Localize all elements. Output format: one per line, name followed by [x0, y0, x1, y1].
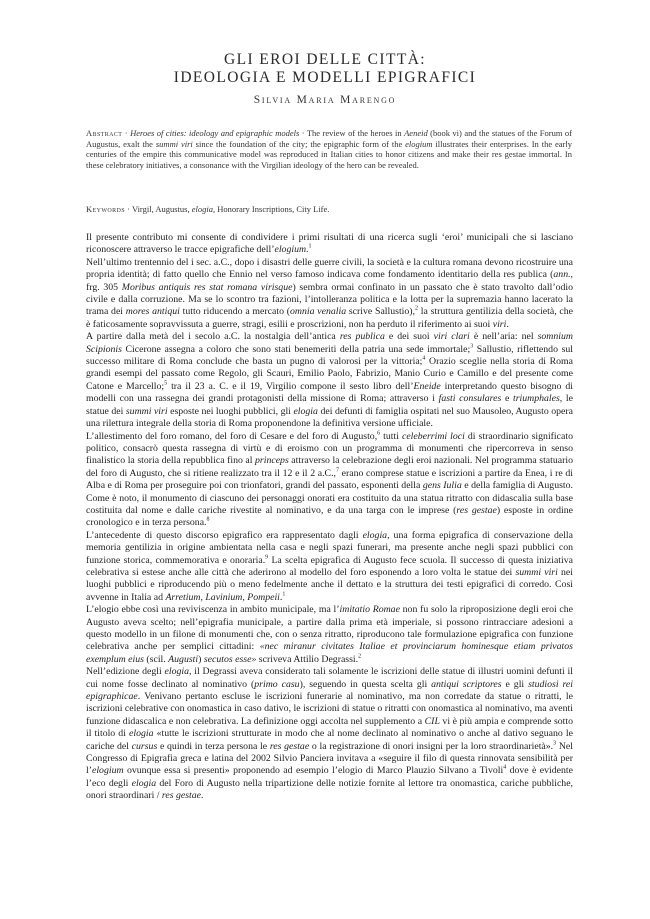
footnote-ref[interactable]: 2 — [358, 653, 362, 660]
paragraph-4: L’allestimento del foro romano, del foro di Cesare e del foro di Augusto,$^6$ tutti celeberrimi loci di straordinario significato politico, consacrò questa rassegna di virtù e di eroismo con un programma di monumenti che ripercorreva in senso finalistico la storia della repubblica fino al princeps attraverso la celebrazione degli eroi nazionali. Nel programma statuario del foro di Augusto, che si ritiene realizzato tra il 12 e il 2 a.C.,$^7$ erano comprese statue e iscrizioni a partire da Enea, i re di Alba e di Roma per proseguire poi con trionfatori, grandi del passato, esponenti della gens Iulia e della famiglia di Augusto. Come è noto, il monumento di ciascuno dei personaggi onorati era costituito da una statua ritratto con didascalia sulla base costituita dal nome e dalle cariche rivestite al nominativo, e da una targa con le imprese (res gestae) esposte in ordine cronologico e in terza persona.$^8$ — [86, 430, 573, 529]
abstract-label: Abstract — [86, 128, 123, 138]
title-line-2: IDEOLOGIA E MODELLI EPIGRAFICI — [173, 69, 477, 86]
footnote-ref[interactable]: 1 — [308, 244, 312, 251]
paragraph-5: L’antecedente di questo discorso epigrafico era rappresentato dagli elogia, una forma epigrafica di conservazione della memoria gentilizia in origine ambientata nella casa e negli spazi funerari, ma presente anche negli spazi pubblici con funzione storica, commemorativa e onoraria.$^9$ La scelta epigrafica di Augusto fece scuola. Il successo di questa iniziativa celebrativa si estese anche alle città che aderirono al modello del foro esponendo a loro volta le statue dei summi viri nei luoghi pubblici e riproducendo più o meno fedelmente anche il dettato e la struttura dei testi epigrafici di corredo. Così avvenne in Italia ad Arretium, Lavinium, Pompeii.$^1$ — [86, 529, 574, 603]
footnote-ref[interactable]: 9 — [265, 554, 269, 561]
keywords-label: Keywords — [86, 204, 126, 214]
footnote-ref[interactable]: 5 — [164, 380, 168, 387]
title-line-1: GLI EROI DELLE CITTÀ: — [223, 51, 426, 68]
paragraph-2: Nell’ultimo trentennio del i sec. a.C., dopo i disastri delle guerre civili, la società e la cultura romana devono ricostruire una propria identità; di fatto quello che Ennio nel verso famoso indicava come fondamento identitario della res publica (ann., frg. 305 Moribus antiquis res stat romana virisque) sembra ormai confinato in un passato che è stato travolto dall’odio civile e dalla corruzione. Ma se lo scontro tra fazioni, l’intolleranza politica e la lotta per la supremazia hanno lacerato la trama dei mores antiqui tutto riducendo a mercato (omnia venalia scrive Sallustio),$^2$ la struttura gentilizia della società, che è faticosamente sopravvissuta a guerre, stragi, esilii e proscrizioni, non ha perduto il riferimento ai suoi viri. — [86, 256, 574, 330]
abstract: Abstract · Heroes of cities: ideology and epigraphic models · The review of the heroes in Aeneid (book vi) and the statues of the Forum of Augustus, exalt the summi viri since the foundation of the city; the epigraphic form of the elogium illustrates their enterprises. In the early centuries of the empire this communicative model was reproduced in Italian cities to honor citizens and make their res gestae immortal. In these celebratory initiatives, a consonance with the Virgilian ideology of the hero can be revealed. — [86, 128, 572, 170]
footnote-ref[interactable]: 4 — [503, 765, 507, 772]
footnote-ref[interactable]: 6 — [377, 430, 381, 437]
article-body — [86, 232, 573, 803]
paragraph-7: Nell’edizione degli elogia, il Degrassi aveva considerato tali solamente le iscrizioni delle statue di illustri uomini defunti il cui nome fosse declinato al nominativo (primo casu), seguendo in questa scelta gli antiqui scriptores e gli studiosi rei epigraphicae. Venivano pertanto escluse le iscrizioni funerarie al nominativo, ma non corredate da statue o ritratti, le iscrizioni celebrative con onomastica in caso dativo, le iscrizioni di statue o ritratti con onomastica al nominativo, ma aventi funzione didascalica e non celebrativa. La definizione oggi accolta nel supplemento a CIL vi è più ampia e comprende sotto il titolo di elogia «tutte le iscrizioni strutturate in modo che al nome declinato al nominativo o anche al dativo seguano le cariche del cursus e quindi in terza persona le res gestae o la registrazione di onori insigni per la loro straordinarietà».$^3$ Nel Congresso di Epigrafia greca e latina del 2002 Silvio Panciera invitava a «seguire il filo di questa rinnovata sensibilità per l’elogium ovunque essa si presenti» proponendo ad esempio l’elogio di Marco Plauzio Silvano a Tivoli$^4$ dove è evidente l’eco degli elogia del Foro di Augusto nella tripartizione delle notizie fornite al lettore tra onomastica, cariche pubbliche, onori straordinari / res gestae. — [86, 666, 573, 802]
keywords: Keywords · Virgil, Augustus, elogia, Honorary Inscriptions, City Life. — [86, 204, 330, 214]
footnote-ref[interactable]: 3 — [470, 343, 474, 350]
footnote-ref[interactable]: 7 — [335, 467, 339, 474]
author-name: Silvia Maria Marengo — [253, 94, 397, 106]
footnote-ref[interactable]: 1 — [282, 591, 286, 598]
article-title — [0, 51, 650, 87]
footnote-ref[interactable]: 3 — [553, 740, 557, 747]
paragraph-1: Il presente contributo mi consente di condividere i primi risultati di una ricerca sugli ‘eroi’ municipali che si lasciano riconoscere attraverso le tracce epigrafiche dell’elogium.$^1$ — [86, 232, 573, 256]
footnote-ref[interactable]: 8 — [206, 517, 210, 524]
footnote-ref[interactable]: 4 — [422, 355, 426, 362]
footnote-ref[interactable]: 2 — [415, 306, 419, 313]
paragraph-3: A partire dalla metà del i secolo a.C. la nostalgia dell’antica res publica e dei suoi viri clari è nell’aria: nel somnium Scipionis Cicerone assegna a coloro che sono stati benemeriti della patria una sede immortale;$^3$ Sallustio, riflettendo sul successo militare di Roma conclude che basta un pugno di valorosi per la vittoria;$^4$ Orazio sceglie nella storia di Roma grandi esempi del passato come Regolo, gli Scauri, Emilio Paolo, Fabrizio, Manio Curio e Camillo e del presente come Catone e Marcello;$^5$ tra il 23 a. C. e il 19, Virgilio compone il sesto libro dell’Eneide interpretando questo bisogno di modelli con una rassegna dei grandi protagonisti della missione di Roma; attraverso i fasti consulares e triumphales, le statue dei summi viri esposte nei luoghi pubblici, gli elogia dei defunti di famiglia ospitati nel suo Mausoleo, Augusto opera una rilettura integrale della storia di Roma proponendone la definitiva versione ufficiale. — [86, 331, 574, 430]
paragraph-6: L’elogio ebbe così una reviviscenza in ambito municipale, ma l’imitatio Romae non fu solo la riproposizione degli eroi che Augusto aveva scelto; nell’epigrafia municipale, a partire dalla prima età imperiale, si possono rintracciare adesioni a questo modello in un filone di monumenti che, con o senza ritratto, riproducono tale formulazione epigrafica con funzione celebrativa anche per semplici cittadini: «nec miranur civitates Italiae et provinciarum hominesque etiam privatos exemplum eius (scil. Augusti) secutos esse» scriveva Attilio Degrassi.$^2$ — [86, 604, 574, 665]
